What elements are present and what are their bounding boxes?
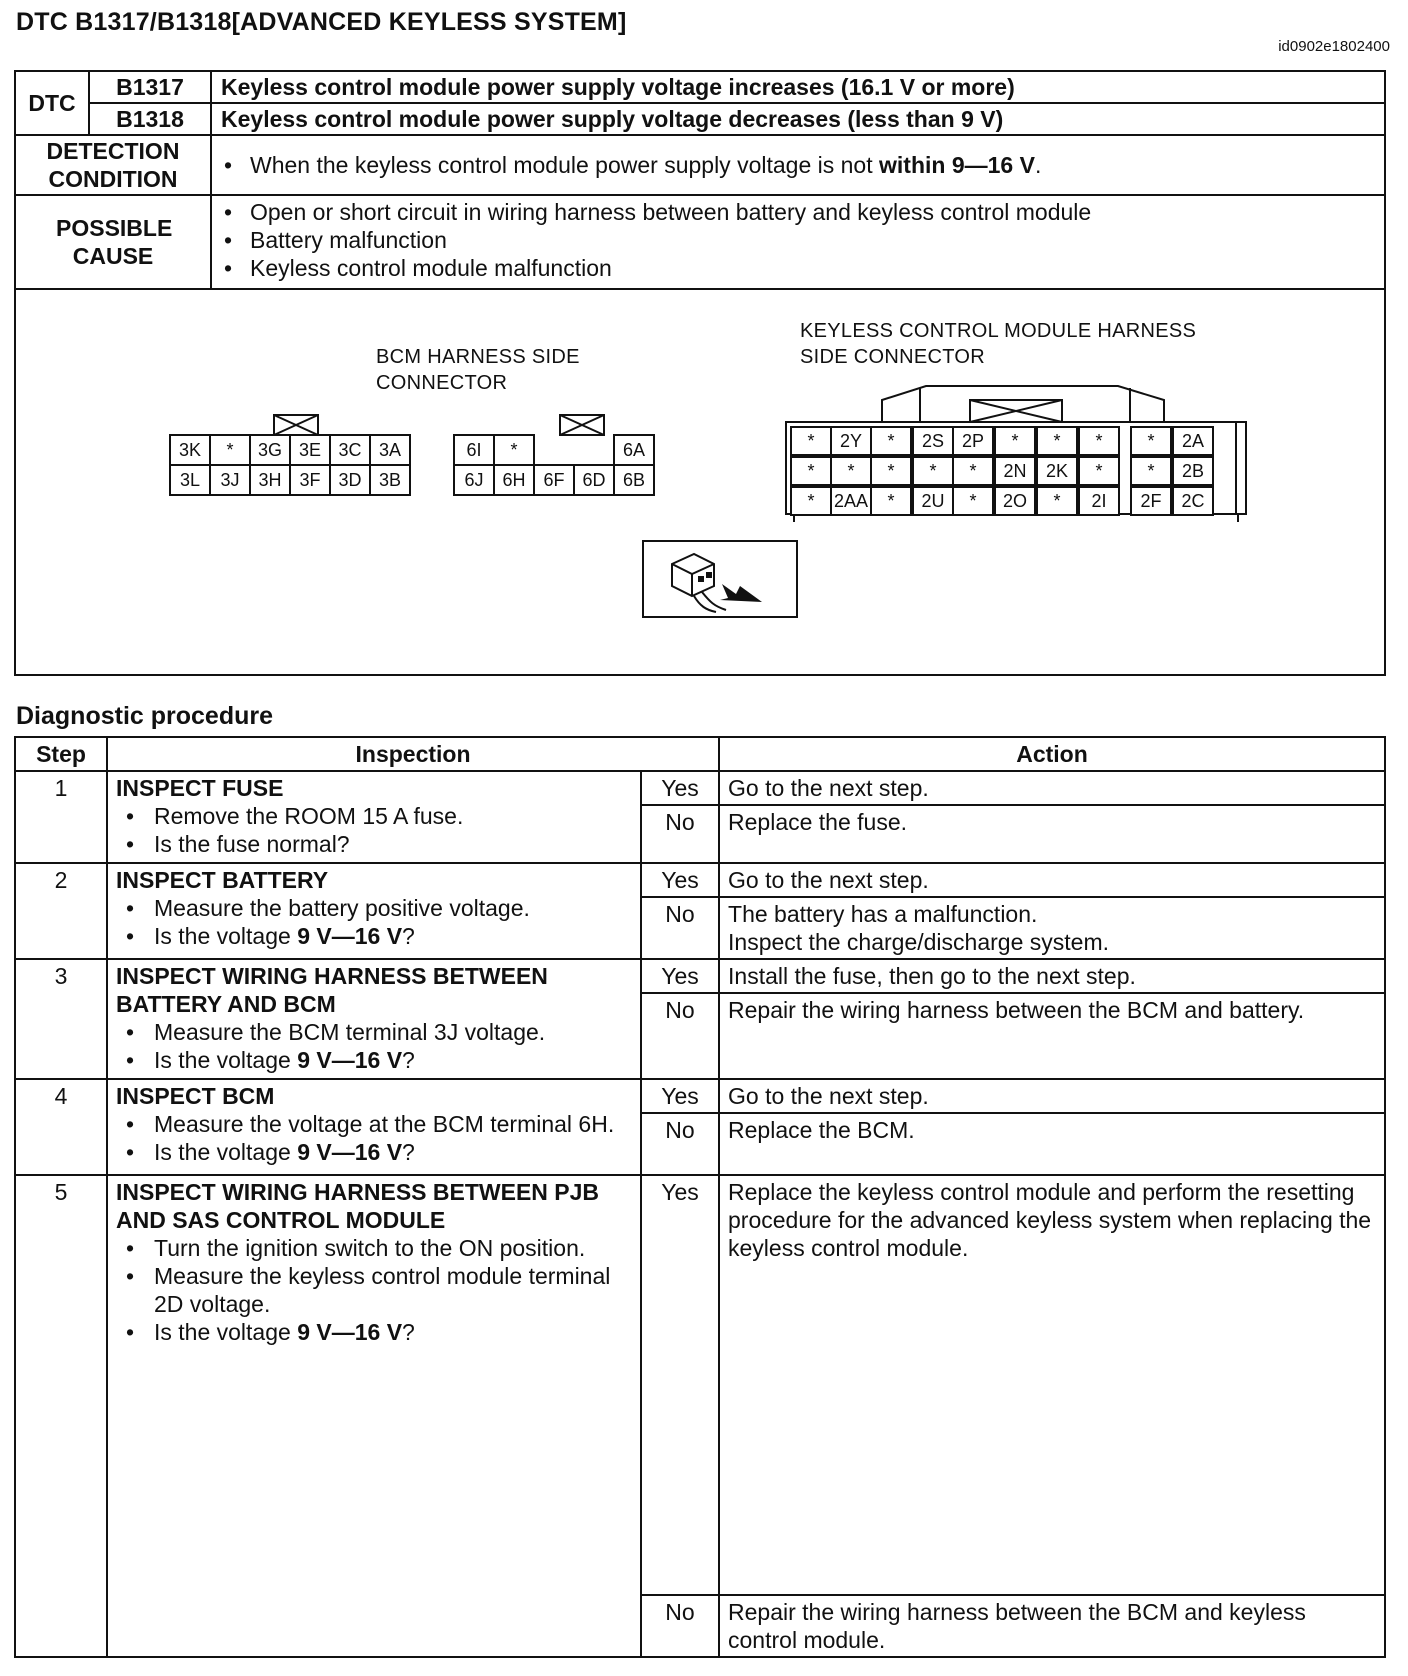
yes-action: Replace the keyless control module and perform the resetting procedure for the advanced keyless system when replacing the keyless control module. (719, 1175, 1385, 1595)
connector-pin: * (870, 456, 912, 486)
connector-pin: * (1036, 486, 1078, 516)
connector-pin: * (952, 486, 994, 516)
no-action: Replace the fuse. (719, 805, 1385, 863)
no-action: Repair the wiring harness between the BCM and keyless control module. (719, 1595, 1385, 1657)
connector-pin: 3L (169, 464, 211, 496)
connector-pin: * (994, 426, 1036, 456)
no-label: No (641, 993, 719, 1079)
probe-icon-box (642, 540, 798, 618)
connector-pin: 3E (289, 434, 331, 466)
connector-pin: 2I (1078, 486, 1120, 516)
detection-condition: • When the keyless control module power supply voltage is not within 9—16 V. (211, 135, 1385, 195)
detection-label: DETECTION CONDITION (15, 135, 211, 195)
yes-label: Yes (641, 771, 719, 805)
connector-pin: 2F (1130, 486, 1172, 516)
inspection-cell: INSPECT FUSE • Remove the ROOM 15 A fuse. • Is the fuse normal? (107, 771, 641, 863)
yes-action: Install the fuse, then go to the next step. (719, 959, 1385, 993)
connector-figure (15, 289, 1385, 675)
connector-pin: 6J (453, 464, 495, 496)
no-action: Repair the wiring harness between the BCM and battery. (719, 993, 1385, 1079)
connector-pin: * (952, 456, 994, 486)
connector-pin: 3D (329, 464, 371, 496)
connector-pin: * (1078, 426, 1120, 456)
connector-pin: 2O (994, 486, 1036, 516)
locking-tab-icon (559, 414, 605, 436)
connector-pin: 2K (1036, 456, 1078, 486)
connector-pin: 3B (369, 464, 411, 496)
connector-pin: * (790, 486, 832, 516)
section-title: Diagnostic procedure (16, 702, 273, 730)
locking-tab-icon (273, 414, 319, 436)
step-number: 4 (15, 1079, 107, 1175)
connector-pin: 3C (329, 434, 371, 466)
column-header: Action (719, 737, 1385, 771)
yes-action: Go to the next step. (719, 771, 1385, 805)
kcm-connector (784, 372, 1264, 522)
connector-pin: 2Y (830, 426, 872, 456)
connector-pin: 2N (994, 456, 1036, 486)
cause-item: • Open or short circuit in wiring harness between battery and keyless control module (224, 198, 1384, 226)
dtc-description: Keyless control module power supply voltage increases (16.1 V or more) (211, 71, 1385, 103)
no-label: No (641, 1113, 719, 1175)
no-label: No (641, 1595, 719, 1657)
cause-item: • Battery malfunction (224, 226, 1384, 254)
dtc-label: DTC (15, 71, 89, 135)
connector-pin: * (870, 426, 912, 456)
table-row (15, 771, 1385, 805)
column-header: Step (15, 737, 107, 771)
connector-pin: 2B (1172, 456, 1214, 486)
connector-pin: * (1036, 426, 1078, 456)
connector-pin: * (493, 434, 535, 466)
table-row (15, 863, 1385, 897)
connector-pin: 6D (573, 464, 615, 496)
connector-pin: * (790, 426, 832, 456)
connector-divider (533, 464, 615, 466)
no-label: No (641, 897, 719, 959)
cause-item: • Keyless control module malfunction (224, 254, 1384, 282)
step-number: 2 (15, 863, 107, 959)
inspection-cell: INSPECT BCM • Measure the voltage at the BCM terminal 6H. • Is the voltage 9 V—16 V? (107, 1079, 641, 1175)
connector-pin: * (790, 456, 832, 486)
bcm-connector-caption: BCM HARNESS SIDE CONNECTOR (376, 346, 580, 394)
connector-pin: 2A (1172, 426, 1214, 456)
connector-pin: 2AA (830, 486, 872, 516)
connector-pin: 2S (912, 426, 954, 456)
possible-cause-list (211, 195, 1385, 289)
connector-pin: * (1130, 456, 1172, 486)
yes-label: Yes (641, 1175, 719, 1595)
step-number: 3 (15, 959, 107, 1079)
connector-pin: 2P (952, 426, 994, 456)
kcm-connector-caption: KEYLESS CONTROL MODULE HARNESS SIDE CONNECTOR (800, 320, 1197, 368)
connector-pin: 6H (493, 464, 535, 496)
cause-label: POSSIBLE CAUSE (15, 195, 211, 289)
yes-action: Go to the next step. (719, 1079, 1385, 1113)
yes-label: Yes (641, 959, 719, 993)
step-number: 5 (15, 1175, 107, 1657)
table-row (15, 959, 1385, 993)
connector-pin: 3F (289, 464, 331, 496)
step-number: 1 (15, 771, 107, 863)
connector-pin: 3A (369, 434, 411, 466)
yes-label: Yes (641, 863, 719, 897)
no-action: The battery has a malfunction. Inspect the charge/discharge system. (719, 897, 1385, 959)
connector-pin: 6I (453, 434, 495, 466)
diagnostic-table (14, 736, 1386, 1658)
connector-pin: 6B (613, 464, 655, 496)
dtc-code: B1317 (89, 71, 211, 103)
table-row (15, 1079, 1385, 1113)
page-title: DTC B1317/B1318[ADVANCED KEYLESS SYSTEM] (16, 8, 627, 36)
connector-pin: 6A (613, 434, 655, 466)
connector-pin: * (870, 486, 912, 516)
connector-pin: 3J (209, 464, 251, 496)
dtc-code: B1318 (89, 103, 211, 135)
no-label: No (641, 805, 719, 863)
inspection-cell: INSPECT WIRING HARNESS BETWEEN BATTERY AND BCM • Measure the BCM terminal 3J voltage. • Is the voltage 9 V—16 V? (107, 959, 641, 1079)
yes-label: Yes (641, 1079, 719, 1113)
connector-pin: * (1130, 426, 1172, 456)
harness-probe-icon (644, 542, 796, 616)
inspection-cell: INSPECT WIRING HARNESS BETWEEN PJB AND SAS CONTROL MODULE • Turn the ignition switch to the ON position. • Measure the keyless control module terminal 2D voltage. • Is the voltage 9 V—16 V? (107, 1175, 641, 1657)
connector-pin: 3G (249, 434, 291, 466)
connector-pin: 3H (249, 464, 291, 496)
connector-pin: * (209, 434, 251, 466)
connector-pin: * (830, 456, 872, 486)
document-id: id0902e1802400 (1278, 38, 1390, 55)
inspection-cell: INSPECT BATTERY • Measure the battery positive voltage. • Is the voltage 9 V—16 V? (107, 863, 641, 959)
yes-action: Go to the next step. (719, 863, 1385, 897)
no-action: Replace the BCM. (719, 1113, 1385, 1175)
dtc-info-table (14, 70, 1386, 676)
connector-pin: * (912, 456, 954, 486)
connector-pin: 2U (912, 486, 954, 516)
bcm-connector-a (169, 414, 427, 514)
bcm-connector-b (453, 414, 675, 514)
connector-pin: 3K (169, 434, 211, 466)
table-row (15, 1175, 1385, 1595)
connector-pin: 6F (533, 464, 575, 496)
connector-pin: * (1078, 456, 1120, 486)
connector-pin: 2C (1172, 486, 1214, 516)
dtc-description: Keyless control module power supply voltage decreases (less than 9 V) (211, 103, 1385, 135)
column-header: Inspection (107, 737, 719, 771)
